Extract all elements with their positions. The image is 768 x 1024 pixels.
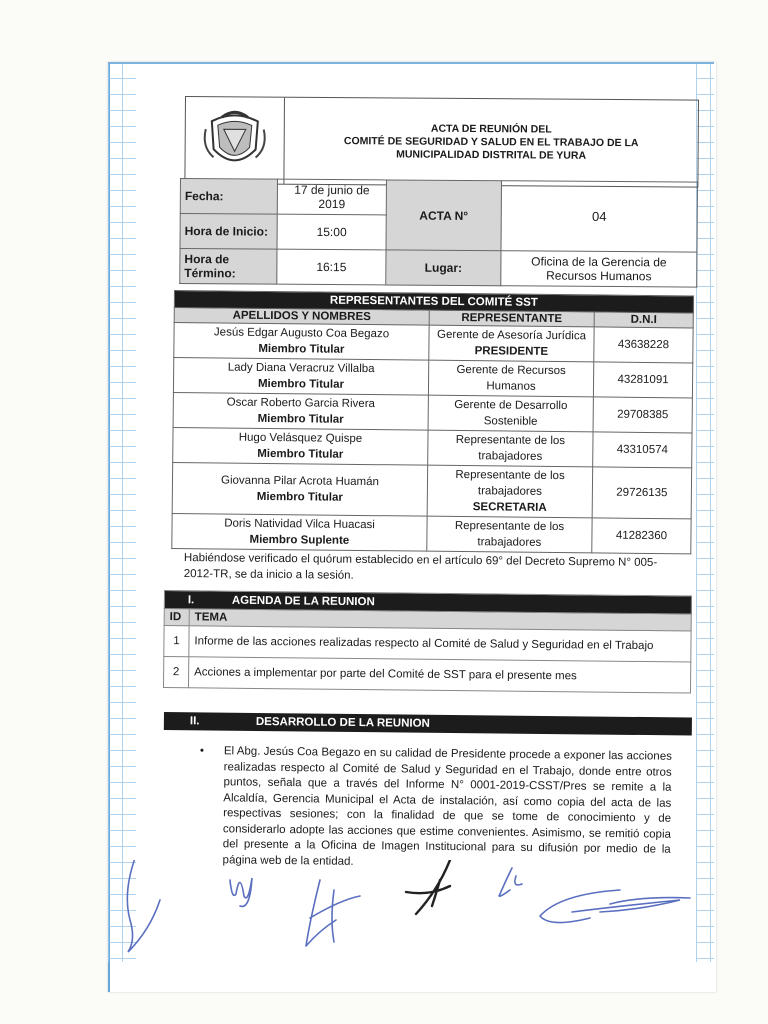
agenda-item-tema: Informe de las acciones realizadas respecto al Comité de Salud y Seguridad en el Trabajo xyxy=(189,626,691,662)
document-title xyxy=(284,98,698,187)
table-row xyxy=(163,657,690,694)
notebook-grid-left xyxy=(108,62,136,962)
desarrollo-text: El Abg. Jesús Coa Begazo en su calidad de Presidente procede a exponer las acciones realizadas respecto al Comité de Salud y Seguridad en el Trabajo, donde entre otros puntos, señala que a través del Informe N° 0001-2019-CSST/Pres se remite a la Alcaldía, Gerencia Municipal el Acta de instalación, así como copia del acta de las respectivas sesiones; con la finalidad de que se tome de conocimiento y de considerarlo adopte las acciones que estime convenientes. Asimismo, se remitió copia del presente a la Oficina de Imagen Institucional para su difusión por medio de la página web de la entidad. xyxy=(222,745,672,868)
signature-3 xyxy=(306,880,360,946)
member-role: Gerente de Desarrollo Sostenible xyxy=(454,398,568,428)
quorum-paragraph: Habiéndose verificado el quórum establecido en el artículo 69° del Decreto Supremo N° 005-2012-TR, se da inicio a la sesión. xyxy=(183,551,658,582)
signature-6 xyxy=(540,890,690,923)
member-role: Representante de los trabajadores xyxy=(455,433,566,463)
fecha-label: Fecha: xyxy=(180,179,277,215)
member-name: Giovanna Pilar Acrota Huamán xyxy=(220,474,379,489)
representatives-table xyxy=(171,290,694,554)
signatures-area xyxy=(120,860,710,970)
agenda-title: AGENDA DE LA REUNION xyxy=(231,594,375,608)
agenda-item-tema: Acciones a implementar por parte del Comité de SST para el presente mes xyxy=(188,657,690,693)
col-names-header: APELLIDOS Y NOMBRES xyxy=(174,308,429,326)
title-line-1: ACTA DE REUNIÓN DEL xyxy=(430,122,552,136)
lugar-label: Lugar: xyxy=(386,250,501,286)
desarrollo-paragraph xyxy=(200,744,671,874)
hora-inicio-label: Hora de Inicio: xyxy=(180,214,277,250)
table-row xyxy=(174,323,693,363)
desarrollo-title: DESARROLLO DE LA REUNION xyxy=(255,715,430,730)
member-name: Oscar Roberto Garcia Rivera xyxy=(226,396,376,411)
member-dni: 41282360 xyxy=(592,518,691,554)
signature-5 xyxy=(499,868,522,896)
hora-inicio-value: 15:00 xyxy=(277,214,386,250)
agenda-item-id: 2 xyxy=(163,657,188,688)
title-line-3: MUNICIPALIDAD DISTRITAL DE YURA xyxy=(396,147,587,162)
lugar-value: Oficina de la Gerencia de Recursos Humanos xyxy=(501,251,697,287)
agenda-roman: I. xyxy=(187,593,195,606)
member-role: Gerente de Asesoría Jurídica xyxy=(436,328,587,343)
desarrollo-roman: II. xyxy=(189,715,200,728)
member-type: Miembro Titular xyxy=(257,447,344,461)
signature-4 xyxy=(406,860,450,914)
hora-termino-label: Hora de Término: xyxy=(180,249,277,285)
meeting-info-table xyxy=(179,178,698,288)
signature-2 xyxy=(230,878,252,906)
col-role-header: REPRESENTANTE xyxy=(429,310,594,327)
member-type: Miembro Titular xyxy=(257,412,344,426)
table-row xyxy=(172,462,692,518)
col-dni-header: D.N.I xyxy=(594,312,693,328)
member-name: Hugo Velásquez Quispe xyxy=(238,431,363,445)
agenda-item-id: 1 xyxy=(164,626,189,657)
agenda-table xyxy=(163,590,692,694)
table-row xyxy=(173,427,692,467)
member-dni: 29726135 xyxy=(592,467,692,519)
member-name: Lady Diana Veracruz Villalba xyxy=(227,361,375,376)
table-row xyxy=(173,358,692,398)
document-header xyxy=(184,96,699,188)
member-type: Miembro Titular xyxy=(258,342,345,356)
member-type: Miembro Titular xyxy=(257,377,345,391)
signature-1 xyxy=(127,860,160,952)
fecha-value: 17 de junio de 2019 xyxy=(277,179,386,215)
title-line-2: COMITÉ DE SEGURIDAD Y SALUD EN EL TRABAJO DE LA xyxy=(343,134,639,149)
representatives-title: REPRESENTANTES DEL COMITÉ SST xyxy=(174,291,693,313)
acta-label: ACTA N° xyxy=(386,180,501,251)
member-role: Representante de los trabajadores xyxy=(455,468,565,498)
acta-value: 04 xyxy=(501,181,697,252)
table-row xyxy=(172,513,691,553)
member-dni: 43310574 xyxy=(593,432,692,468)
top-rule xyxy=(108,62,714,64)
member-role: Gerente de Recursos Humanos xyxy=(456,363,566,393)
agenda-col-id: ID xyxy=(164,609,189,626)
bullet-icon: • xyxy=(199,744,205,758)
member-type: Miembro Titular xyxy=(256,490,343,504)
member-type: Miembro Suplente xyxy=(249,533,350,547)
notebook-grid-right xyxy=(696,62,714,962)
member-role-title: PRESIDENTE xyxy=(474,345,549,358)
member-role: Representante de los trabajadores xyxy=(454,519,565,549)
member-dni: 43638228 xyxy=(594,327,693,363)
municipal-crest-icon xyxy=(185,97,285,184)
table-row xyxy=(173,392,692,432)
agenda-col-tema: TEMA xyxy=(189,609,691,631)
hora-termino-value: 16:15 xyxy=(277,249,386,285)
member-name: Doris Natividad Vilca Huacasi xyxy=(224,517,375,532)
member-dni: 43281091 xyxy=(593,362,692,398)
member-name: Jesús Edgar Augusto Coa Begazo xyxy=(213,326,390,341)
member-dni: 29708385 xyxy=(593,397,692,433)
member-role-title: SECRETARIA xyxy=(472,501,547,514)
